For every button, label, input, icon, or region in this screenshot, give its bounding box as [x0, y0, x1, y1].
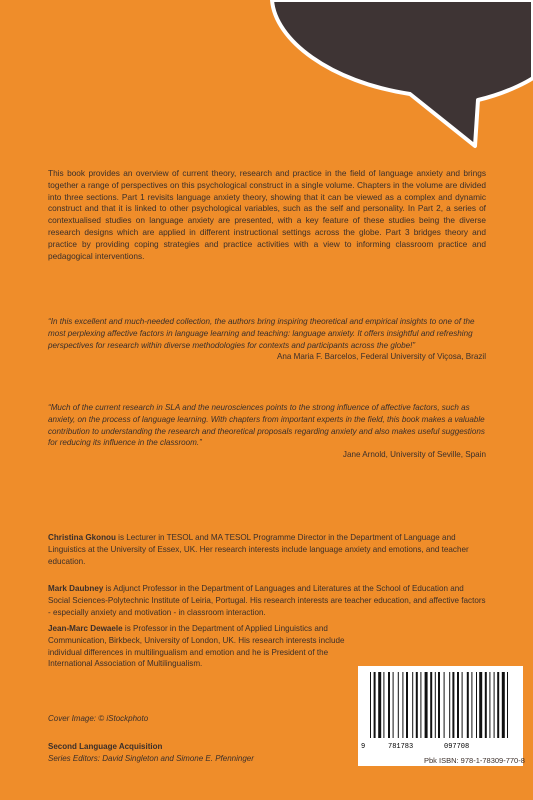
endorsement-quote — [48, 316, 486, 363]
author-bio — [48, 532, 486, 567]
isbn-barcode — [358, 666, 523, 766]
author-name: Christina Gkonou — [48, 533, 116, 542]
author-bio — [48, 583, 486, 618]
cover-image-credit: Cover Image: © iStockphoto — [48, 714, 149, 723]
author-name: Jean-Marc Dewaele — [48, 624, 123, 633]
barcode-digit-first: 9 — [361, 743, 366, 751]
series-title: Second Language Acquisition — [48, 742, 163, 751]
barcode-bars — [358, 666, 523, 752]
author-bio-text: is Lecturer in TESOL and MA TESOL Programme Director in the Department of Language and Linguistics at the University of Essex, UK. Her research interests include language anxiety and emotions, and teacher education. — [48, 533, 469, 566]
book-description: This book provides an overview of current theory, research and practice in the field of language anxiety and brings together a range of perspectives on this psychological construct in a single volume. Chapters in the volume are divided into three sections. Part 1 revisits language anxiety theory, showing that it can be viewed as a complex and dynamic construct and that it is linked to other psychological variables, such as the self and personality. In Part 2, a series of contextualised studies on language anxiety are presented, with a key feature of these studies being the diverse research designs which are applied in different instructional settings across the globe. Part 3 bridges theory and practice by providing coping strategies and practice activities with a view to informing classroom practice and pedagogical interventions. — [48, 168, 486, 261]
quote-text: “In this excellent and much-needed collection, the authors bring inspiring theoretical and empirical insights to one of the most perplexing affective factors in language learning and teaching: language anxiety. It offers insightful and refreshing perspectives for research within diverse methodologies for contexts and participants across the globe!” — [48, 317, 475, 350]
quote-attribution: Ana Maria F. Barcelos, Federal University of Viçosa, Brazil — [276, 352, 486, 362]
author-bio — [48, 623, 348, 670]
endorsement-quote — [48, 402, 486, 461]
quote-text: “Much of the current research in SLA and the neurosciences points to the strong influence of affective factors, such as anxiety, on the process of language learning. With chapters from important experts in the field, this book makes a valuable contribution to understanding the research and theoretical proposals regarding anxiety and also makes useful suggestions for reducing its influence in the classroom.” — [48, 403, 485, 448]
speech-bubble-graphic — [0, 0, 533, 160]
quote-attribution: Jane Arnold, University of Seville, Spain — [342, 450, 486, 460]
series-info — [48, 741, 254, 764]
barcode-digits-left: 781783 — [388, 743, 414, 751]
author-name: Mark Daubney — [48, 584, 104, 593]
series-editors: Series Editors: David Singleton and Simone E. Pfenninger — [48, 753, 254, 763]
barcode-digits-right: 097708 — [444, 743, 470, 751]
author-bio-text: is Adjunct Professor in the Department of Languages and Literatures at the School of Education and Social Sciences-Polytechnic Institute of Leiria, Portugal. His research interests are teacher education, and affective factors - especially anxiety and motivation - in classroom interaction. — [48, 584, 486, 617]
author-bio-text: is Professor in the Department of Applied Linguistics and Communication, Birkbeck, University of London, UK. His research interests include individual differences in multilingualism and emotion and he is President of the International Association of Multilingualism. — [48, 624, 345, 669]
isbn-number: Pbk ISBN: 978-1-78309-770-8 — [424, 756, 525, 765]
